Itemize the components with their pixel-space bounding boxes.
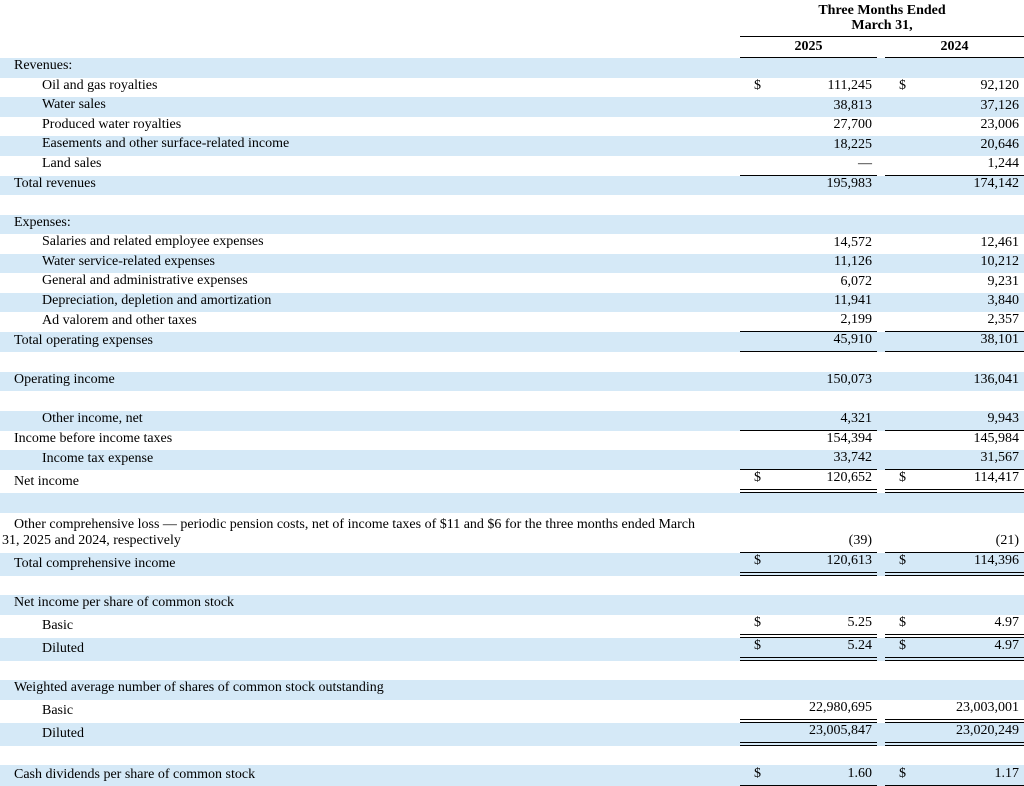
row-label: Land sales — [42, 156, 102, 171]
table-row — [0, 372, 1024, 392]
row-label: Total revenues — [14, 175, 96, 191]
value-cell-2025 — [740, 493, 877, 513]
dollar-sign: $ — [754, 78, 761, 93]
row-label: Depreciation, depletion and amortization — [42, 292, 272, 308]
cell-value: 23,006 — [980, 117, 1019, 132]
cell-value: 3,840 — [987, 293, 1019, 308]
dollar-sign: $ — [754, 766, 761, 781]
value-cell-2025 — [740, 195, 877, 215]
cell-value: 2,199 — [840, 312, 872, 327]
value-cell-2025 — [740, 352, 877, 372]
column-gap — [877, 156, 885, 176]
cell-value: 174,142 — [973, 176, 1019, 191]
table-row — [0, 615, 1024, 638]
cell-value: 27,700 — [833, 117, 872, 132]
column-gap — [877, 431, 885, 451]
value-cell-2024 — [885, 638, 1024, 661]
row-label: Cash dividends per share of common stock — [14, 766, 256, 782]
table-row — [0, 156, 1024, 176]
table-row — [0, 97, 1024, 117]
value-cell-2024 — [885, 595, 1024, 615]
cell-value: 120,652 — [826, 470, 872, 485]
cell-value: 11,941 — [834, 293, 872, 308]
cell-value: 150,073 — [826, 372, 872, 387]
value-cell-2024 — [885, 661, 1024, 681]
value-cell-2025 — [740, 215, 877, 235]
column-header-2025: 2025 — [740, 39, 877, 58]
column-gap — [877, 638, 885, 661]
cell-value: 37,126 — [980, 97, 1019, 113]
column-gap — [877, 576, 885, 596]
row-label — [0, 510, 740, 513]
column-gap — [877, 273, 885, 293]
row-label: Easements and other surface-related income — [42, 136, 290, 151]
row-label: Diluted — [42, 641, 84, 656]
table-row — [0, 58, 1024, 78]
row-label: Diluted — [42, 726, 84, 741]
row-label: Revenues: — [14, 58, 73, 73]
column-gap — [877, 234, 885, 254]
value-cell-2024 — [885, 117, 1024, 137]
value-cell-2024 — [885, 431, 1024, 451]
cell-value: 11,126 — [834, 254, 872, 269]
cell-value: 114,417 — [974, 470, 1019, 485]
value-cell-2025 — [740, 97, 877, 117]
cell-value: 1.60 — [847, 766, 872, 781]
value-cell-2024 — [885, 765, 1024, 786]
value-cell-2024 — [885, 615, 1024, 638]
value-cell-2025 — [740, 136, 877, 156]
cell-value: 18,225 — [833, 136, 872, 152]
row-label: Net income per share of common stock — [14, 595, 235, 610]
table-row — [0, 553, 1024, 576]
value-cell-2025 — [740, 638, 877, 661]
value-cell-2024 — [885, 97, 1024, 117]
row-label: Basic — [42, 703, 74, 718]
column-gap — [877, 595, 885, 615]
cell-value: 1,244 — [987, 155, 1019, 171]
value-cell-2024 — [885, 156, 1024, 176]
table-row — [0, 470, 1024, 493]
table-row — [0, 450, 1024, 470]
value-cell-2025 — [740, 765, 877, 786]
value-cell-2024 — [885, 576, 1024, 596]
value-cell-2024 — [885, 293, 1024, 313]
cell-value: 6,072 — [840, 273, 872, 289]
value-cell-2025 — [740, 513, 877, 553]
dollar-sign: $ — [899, 552, 906, 568]
column-gap — [877, 215, 885, 235]
table-body — [0, 58, 1024, 786]
column-gap — [877, 117, 885, 137]
row-label: Other comprehensive loss — periodic pension costs, net of income taxes of $11 and $6 for the three months ended March 31, 2025 and 2024, respectively — [2, 516, 696, 548]
column-gap — [877, 97, 885, 117]
column-gap — [877, 372, 885, 392]
column-gap — [877, 661, 885, 681]
value-cell-2024 — [885, 234, 1024, 254]
value-cell-2025 — [740, 391, 877, 411]
table-row — [0, 680, 1024, 700]
table-row — [0, 215, 1024, 235]
column-gap — [877, 195, 885, 215]
spacer-row — [0, 352, 1024, 372]
cell-value: 195,983 — [826, 176, 872, 191]
value-cell-2024 — [885, 136, 1024, 156]
cell-value: 9,943 — [987, 410, 1019, 426]
column-gap — [877, 391, 885, 411]
value-cell-2025 — [740, 176, 877, 196]
dollar-sign: $ — [754, 637, 761, 653]
dollar-sign: $ — [899, 614, 906, 630]
value-cell-2024 — [885, 352, 1024, 372]
column-gap — [877, 78, 885, 98]
column-gap — [877, 37, 885, 58]
value-cell-2025 — [740, 700, 877, 723]
cell-value: 23,020,249 — [956, 722, 1019, 738]
spacer-row — [0, 391, 1024, 411]
value-cell-2024 — [885, 312, 1024, 332]
value-cell-2025 — [740, 234, 877, 254]
table-row — [0, 117, 1024, 137]
cell-value: 23,003,001 — [956, 699, 1019, 715]
value-cell-2024 — [885, 332, 1024, 352]
cell-value: 23,005,847 — [809, 722, 872, 738]
value-cell-2025 — [740, 273, 877, 293]
cell-value: 14,572 — [833, 234, 872, 250]
value-cell-2025 — [740, 117, 877, 137]
value-cell-2025 — [740, 431, 877, 451]
column-gap — [877, 553, 885, 576]
cell-value: 145,984 — [973, 431, 1019, 446]
cell-value: 4.97 — [994, 614, 1019, 630]
table-row — [0, 332, 1024, 352]
value-cell-2025 — [740, 680, 877, 700]
spacer-row — [0, 576, 1024, 596]
value-cell-2024 — [885, 176, 1024, 196]
row-label: Water sales — [42, 97, 106, 112]
value-cell-2025 — [740, 254, 877, 274]
table-row — [0, 273, 1024, 293]
value-cell-2025 — [740, 450, 877, 470]
cell-value: 1.17 — [994, 766, 1019, 781]
cell-value: 38,101 — [980, 332, 1019, 347]
value-cell-2025 — [740, 312, 877, 332]
value-cell-2025 — [740, 332, 877, 352]
dollar-sign: $ — [754, 614, 761, 630]
value-cell-2024 — [885, 391, 1024, 411]
column-gap — [877, 680, 885, 700]
table-row — [0, 136, 1024, 156]
column-gap — [877, 176, 885, 196]
cell-value: 22,980,695 — [809, 699, 872, 715]
table-row — [0, 176, 1024, 196]
row-label: Income tax expense — [42, 450, 154, 466]
cell-value: 31,567 — [980, 450, 1019, 465]
column-gap — [877, 493, 885, 513]
cell-value: 4,321 — [840, 410, 872, 426]
column-gap — [877, 254, 885, 274]
column-gap — [877, 700, 885, 723]
table-row — [0, 595, 1024, 615]
value-cell-2025 — [740, 156, 877, 176]
value-cell-2025 — [740, 723, 877, 746]
table-row — [0, 513, 1024, 553]
value-cell-2025 — [740, 78, 877, 98]
cell-value: 45,910 — [833, 332, 872, 347]
column-gap — [877, 765, 885, 786]
row-label: Operating income — [14, 371, 115, 387]
table-row — [0, 431, 1024, 451]
value-cell-2024 — [885, 723, 1024, 746]
value-cell-2024 — [885, 746, 1024, 766]
row-label: Net income — [14, 473, 79, 489]
value-cell-2024 — [885, 700, 1024, 723]
row-label: Other income, net — [42, 411, 143, 426]
value-cell-2024 — [885, 273, 1024, 293]
dollar-sign: $ — [899, 637, 906, 653]
spacer-row — [0, 493, 1024, 513]
row-label: Salaries and related employee expenses — [42, 234, 264, 249]
row-label — [0, 762, 740, 765]
table-row — [0, 312, 1024, 332]
column-gap — [877, 411, 885, 431]
column-gap — [877, 723, 885, 746]
row-label: General and administrative expenses — [42, 273, 248, 288]
value-cell-2025 — [740, 576, 877, 596]
dollar-sign: $ — [754, 470, 761, 485]
cell-value: 33,742 — [833, 450, 872, 465]
dollar-sign: $ — [899, 470, 906, 485]
cell-value: (21) — [995, 532, 1019, 548]
table-row — [0, 638, 1024, 661]
table-row — [0, 700, 1024, 723]
column-gap — [877, 352, 885, 372]
column-gap — [877, 513, 885, 553]
table-row — [0, 78, 1024, 98]
cell-value: 9,231 — [987, 273, 1019, 289]
value-cell-2024 — [885, 372, 1024, 392]
column-gap — [877, 470, 885, 493]
value-cell-2024 — [885, 195, 1024, 215]
row-label: Ad valorem and other taxes — [42, 312, 197, 328]
value-cell-2024 — [885, 493, 1024, 513]
cell-value: 4.97 — [994, 637, 1019, 653]
table-row — [0, 723, 1024, 746]
row-label: Expenses: — [14, 214, 71, 230]
cell-value: 154,394 — [826, 431, 872, 446]
value-cell-2024 — [885, 553, 1024, 576]
row-label: Produced water royalties — [42, 116, 182, 132]
cell-value: (39) — [848, 532, 872, 548]
value-cell-2025 — [740, 595, 877, 615]
value-cell-2025 — [740, 615, 877, 638]
value-cell-2024 — [885, 680, 1024, 700]
dollar-sign: $ — [754, 552, 761, 568]
row-label: Basic — [42, 618, 74, 633]
period-header — [740, 4, 1024, 37]
column-gap — [877, 332, 885, 352]
cell-value: 114,396 — [974, 552, 1019, 568]
dollar-sign: $ — [899, 766, 906, 781]
column-gap — [877, 746, 885, 766]
row-label: Weighted average number of shares of common stock outstanding — [14, 680, 384, 695]
row-label: Income before income taxes — [14, 430, 173, 446]
value-cell-2025 — [740, 372, 877, 392]
table-row — [0, 765, 1024, 786]
value-cell-2025 — [740, 553, 877, 576]
value-cell-2025 — [740, 58, 877, 78]
value-cell-2025 — [740, 661, 877, 681]
row-label: Oil and gas royalties — [42, 77, 158, 93]
cell-value: 5.24 — [847, 637, 872, 653]
value-cell-2024 — [885, 470, 1024, 493]
value-cell-2024 — [885, 411, 1024, 431]
value-cell-2024 — [885, 78, 1024, 98]
cell-value: 2,357 — [987, 312, 1019, 327]
table-header — [0, 0, 1024, 58]
value-cell-2025 — [740, 411, 877, 431]
value-cell-2024 — [885, 513, 1024, 553]
cell-value: 111,245 — [827, 78, 872, 93]
period-line-2: March 31, — [851, 17, 913, 33]
column-gap — [877, 615, 885, 638]
value-cell-2024 — [885, 58, 1024, 78]
value-cell-2025 — [740, 293, 877, 313]
value-cell-2025 — [740, 746, 877, 766]
column-gap — [877, 293, 885, 313]
table-row — [0, 411, 1024, 431]
column-gap — [877, 312, 885, 332]
cell-value: 38,813 — [833, 97, 872, 113]
period-line-1: Three Months Ended — [818, 3, 946, 18]
spacer-row — [0, 195, 1024, 215]
cell-value: 120,613 — [826, 552, 872, 568]
cell-value: — — [858, 155, 872, 171]
cell-value: 136,041 — [973, 372, 1019, 387]
row-label: Water service-related expenses — [42, 253, 215, 269]
spacer-row — [0, 746, 1024, 766]
spacer-row — [0, 661, 1024, 681]
table-row — [0, 234, 1024, 254]
cell-value: 12,461 — [980, 234, 1019, 250]
value-cell-2024 — [885, 450, 1024, 470]
value-cell-2024 — [885, 254, 1024, 274]
column-gap — [877, 58, 885, 78]
column-gap — [877, 136, 885, 156]
cell-value: 20,646 — [980, 136, 1019, 152]
table-row — [0, 254, 1024, 274]
column-gap — [877, 450, 885, 470]
table-row — [0, 293, 1024, 313]
cell-value: 10,212 — [980, 254, 1019, 269]
cell-value: 92,120 — [980, 78, 1019, 93]
row-label: Total comprehensive income — [14, 556, 176, 571]
dollar-sign: $ — [899, 78, 906, 93]
row-label: Total operating expenses — [14, 332, 153, 348]
column-header-2024: 2024 — [885, 39, 1024, 58]
value-cell-2024 — [885, 215, 1024, 235]
cell-value: 5.25 — [847, 614, 872, 630]
value-cell-2025 — [740, 470, 877, 493]
